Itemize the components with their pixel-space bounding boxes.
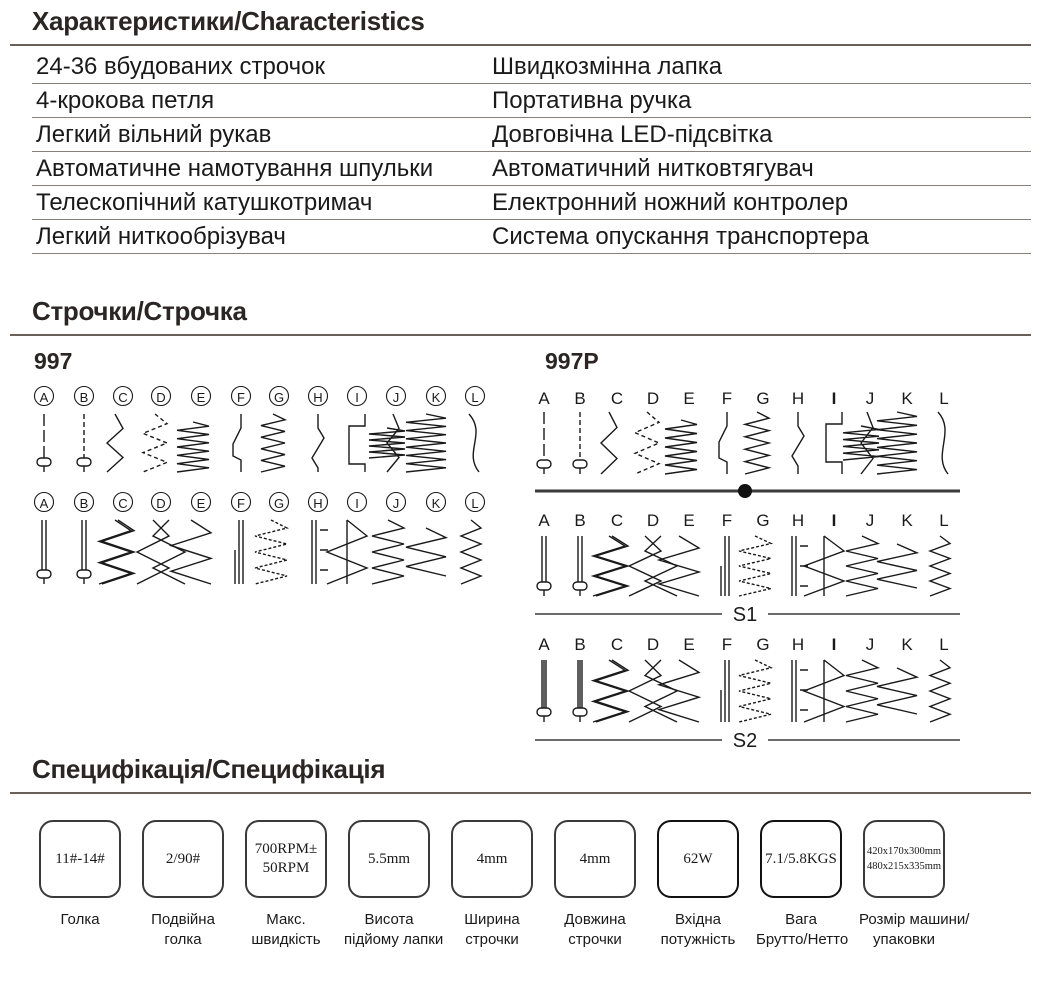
model-997p-label: 997P	[545, 348, 599, 374]
spec-label-line: упаковки	[873, 931, 935, 948]
spec-label-line: Голка	[60, 911, 100, 928]
stitch-line	[739, 536, 771, 596]
stitch-line	[171, 520, 211, 584]
spec-value-box	[39, 820, 121, 898]
stitch-line	[99, 520, 134, 584]
stitch-letter: E	[196, 496, 206, 511]
stitch-letter: J	[392, 496, 400, 511]
characteristic-left: Легкий вільний рукав	[36, 121, 272, 148]
stitch-letter: C	[610, 511, 624, 530]
spec-value: 2/90#	[165, 850, 201, 867]
model-997-label: 997	[34, 348, 73, 374]
characteristic-right: Електронний ножний контролер	[492, 189, 849, 216]
stitch-letter: K	[431, 390, 441, 405]
stitch-line	[107, 414, 123, 472]
spec-item	[550, 820, 640, 950]
stitch-letter: A	[39, 390, 49, 405]
stitch-letter: D	[156, 496, 166, 511]
spec-value: 4mm	[579, 850, 611, 867]
stitch-997-row1-k	[406, 387, 446, 473]
stitch-line	[745, 412, 769, 474]
characteristics-title: Характеристики/Characteristics	[32, 6, 425, 36]
stitch-line	[593, 660, 628, 722]
spec-label	[344, 910, 444, 950]
spec-label-line: підйому лапки	[344, 931, 444, 948]
stitch-997p-row1-i	[826, 389, 842, 474]
stitch-line	[846, 660, 878, 722]
stitch-line	[137, 520, 185, 584]
stitch-line	[721, 660, 729, 722]
stitch-997-row2-f	[232, 493, 251, 585]
stitch-line	[877, 412, 917, 474]
stitch-letter: G	[756, 511, 770, 530]
stitch-letter: L	[471, 390, 479, 405]
stitch-letter: C	[610, 389, 624, 408]
stitch-line	[659, 536, 699, 596]
stitch-line	[369, 414, 405, 472]
stitch-997p-s1-g	[739, 511, 771, 596]
spec-item	[241, 820, 331, 950]
stitch-997-row2-k	[406, 493, 446, 577]
stitch-letter: D	[156, 390, 166, 405]
spec-label	[138, 910, 228, 950]
spec-label-line: потужність	[660, 931, 736, 948]
stitch-letter: F	[237, 390, 245, 405]
stitch-letter: K	[431, 496, 441, 511]
stitch-line	[665, 420, 697, 474]
stitch-letter: L	[471, 496, 479, 511]
stitch-997p-row1-d	[635, 389, 659, 474]
stitch-letter: H	[313, 496, 323, 511]
spec-value-box	[863, 820, 945, 898]
stitch-997-row2-a	[35, 493, 54, 585]
stitch-letter: B	[574, 389, 586, 408]
spec-value-box	[142, 820, 224, 898]
stitch-997-row1-l	[466, 387, 485, 473]
specification-title: Специфікація/Специфікація	[32, 754, 386, 784]
stitch-line	[846, 536, 878, 596]
spec-value: 7.1/5.8KGS	[765, 850, 837, 867]
spec-value: 62W	[683, 850, 713, 867]
stitch-letter: I	[355, 496, 359, 511]
stitch-line	[843, 412, 879, 474]
stitch-997-row2-i	[327, 493, 367, 585]
spec-label	[859, 910, 970, 950]
stitch-letter: I	[831, 389, 837, 408]
spec-item	[447, 820, 537, 950]
stitch-letter: F	[721, 635, 733, 654]
stitch-line	[877, 544, 917, 588]
characteristic-left: 4-крокова петля	[36, 87, 215, 114]
stitch-997-row2-l	[461, 493, 485, 585]
stitch-letter: H	[791, 635, 805, 654]
stitch-letter: J	[865, 389, 875, 408]
stitch-line	[469, 414, 479, 472]
stitch-letter: A	[538, 511, 550, 530]
stitch-letter: F	[721, 389, 733, 408]
stitch-line	[719, 412, 727, 474]
stitch-line	[739, 660, 771, 722]
spec-item	[344, 820, 444, 950]
stitch-997p-row1-f	[719, 389, 732, 474]
stitch-997p-row1-a	[537, 389, 551, 474]
characteristic-left: Автоматичне намотування шпульки	[36, 155, 434, 182]
spec-label-line: Подвійна	[151, 911, 215, 928]
characteristic-right: Автоматичний нитковтягувач	[492, 155, 814, 182]
stitch-line	[406, 414, 446, 472]
characteristic-left: Легкий ниткообрізувач	[36, 223, 286, 250]
stitch-997-row1-b	[75, 387, 94, 473]
stitch-997p-s1-j	[846, 511, 878, 596]
stitch-letter: I	[355, 390, 359, 405]
stitch-997-row2-j	[372, 493, 406, 585]
stitch-997p-s2-c	[593, 635, 628, 722]
stitch-letter: K	[901, 511, 913, 530]
stitch-997p-s1-i	[804, 511, 844, 596]
spec-value: 11#-14#	[55, 850, 105, 867]
stitch-line	[938, 412, 948, 474]
stitch-letter: G	[756, 389, 770, 408]
spec-value: 5.5mm	[367, 850, 411, 867]
spec-label	[35, 910, 125, 930]
stitch-997-row2-h	[309, 493, 329, 585]
stitch-line	[792, 412, 804, 474]
stitch-letter: E	[683, 389, 695, 408]
spec-label	[447, 910, 537, 950]
spec-value-box	[245, 820, 327, 898]
spec-value: 420x170x300mm 480x215x335mm	[866, 846, 942, 872]
spec-label-line: строчки	[568, 931, 622, 948]
spec-label-line: Довжина	[564, 911, 626, 928]
characteristic-right: Швидкозмінна лапка	[492, 53, 723, 80]
stitch-line	[877, 668, 917, 714]
spec-value: 700RPM± 50RPM	[254, 841, 318, 876]
stitch-letter: C	[118, 496, 128, 511]
stitch-997p-s2-i	[804, 635, 844, 722]
stitch-line	[659, 660, 699, 722]
spec-item	[859, 820, 970, 950]
stitch-letter: C	[610, 635, 624, 654]
row-label-s1-label: S1	[732, 604, 758, 626]
stitch-997p-s1-c	[593, 511, 628, 596]
stitch-letter: I	[831, 635, 837, 654]
specification-rule	[10, 792, 1031, 794]
stitch-letter: D	[646, 511, 660, 530]
spec-value-box	[451, 820, 533, 898]
stitch-line	[930, 536, 950, 596]
characteristic-right: Довговічна LED-підсвітка	[492, 121, 773, 148]
stitch-997p-s2-g	[739, 635, 771, 722]
stitch-letter: B	[574, 511, 586, 530]
stitch-letter: E	[196, 390, 206, 405]
stitch-line	[826, 412, 842, 474]
stitch-letter: E	[683, 511, 695, 530]
spec-item	[653, 820, 743, 950]
stitch-line	[143, 414, 167, 472]
spec-label-line: Брутто/Нетто	[756, 931, 849, 948]
stitch-997p-s2-k	[877, 635, 917, 714]
stitch-letter: L	[939, 635, 949, 654]
stitch-line	[349, 414, 365, 472]
spec-label	[241, 910, 331, 950]
stitch-997-row1-d	[143, 387, 171, 473]
stitch-line	[593, 536, 628, 596]
spec-label-line: Вага	[785, 911, 817, 928]
stitch-letter: J	[865, 635, 875, 654]
stitch-letter: B	[79, 496, 89, 511]
stitch-997p-s2-d	[629, 635, 677, 722]
spec-label-line: голка	[164, 931, 202, 948]
stitch-997p-s1-h	[792, 511, 808, 596]
stitch-997p-s2-a	[537, 635, 551, 722]
stitch-997-row1-f	[232, 387, 251, 473]
spec-label	[550, 910, 640, 950]
stitch-997p-row1-c	[601, 389, 623, 474]
stitch-line	[255, 520, 287, 584]
stitch-997p-s1-f	[721, 511, 732, 596]
spec-item	[35, 820, 125, 930]
stitch-997-row2-d	[137, 493, 185, 585]
stitch-997p-s1-e	[659, 511, 699, 596]
stitch-997p-row1-g	[745, 389, 770, 474]
stitch-letter: D	[646, 389, 660, 408]
stitch-letter: G	[273, 390, 285, 405]
spec-label-line: Вхідна	[674, 911, 722, 928]
stitch-997p-row1-h	[792, 389, 804, 474]
spec-value-box	[554, 820, 636, 898]
stitch-line	[235, 520, 243, 584]
stitch-line	[312, 414, 324, 472]
spec-value: 4mm	[476, 850, 508, 867]
spec-label-line: строчки	[465, 931, 519, 948]
stitch-997-row2-b	[75, 493, 94, 585]
characteristic-right: Система опускання транспортера	[492, 223, 869, 250]
spec-value-box	[348, 820, 430, 898]
stitch-letter: K	[901, 635, 913, 654]
stitch-letter: A	[538, 635, 550, 654]
stitch-letter: J	[865, 511, 875, 530]
stitch-997-row1-h	[309, 387, 328, 473]
stitch-997-row1-g	[261, 387, 289, 473]
stitch-letter: A	[538, 389, 550, 408]
stitch-line	[721, 536, 729, 596]
stitch-letter: B	[79, 390, 89, 405]
stitch-997p-s1-l	[930, 511, 950, 596]
stitch-letter: G	[273, 496, 285, 511]
stitch-line	[177, 422, 209, 472]
stitch-997p-s2-l	[930, 635, 950, 722]
stitch-letter: I	[831, 511, 837, 530]
separator-dot	[738, 484, 752, 498]
stitch-997p-row1-l	[938, 389, 949, 474]
stitch-997p-s1-d	[629, 511, 677, 596]
stitch-line	[601, 412, 617, 474]
spec-item	[138, 820, 228, 950]
stitch-letter: E	[683, 635, 695, 654]
stitch-997-row1-c	[107, 387, 133, 473]
stitch-line	[327, 520, 367, 584]
spec-label-line: Висота	[364, 911, 414, 928]
stitch-letter: H	[791, 511, 805, 530]
stitch-letter: L	[939, 511, 949, 530]
stitch-letter: G	[756, 635, 770, 654]
stitch-letter: C	[118, 390, 128, 405]
stitch-letter: L	[939, 389, 949, 408]
stitch-line	[406, 528, 446, 576]
stitch-line	[804, 536, 844, 596]
stitch-997p-s1-a	[537, 511, 551, 596]
stitch-letter: F	[237, 496, 245, 511]
stitch-letter: H	[791, 389, 805, 408]
stitch-997p-s2-f	[721, 635, 732, 722]
stitch-letter: H	[313, 390, 323, 405]
spec-value-box	[760, 820, 842, 898]
stitch-line	[233, 414, 241, 472]
stitch-997p-s2-b	[573, 635, 587, 722]
spec-value-box	[657, 820, 739, 898]
spec-label-line: Ширина	[464, 911, 520, 928]
stitch-line	[804, 660, 844, 722]
spec-label-line: швидкість	[251, 931, 321, 948]
stitch-letter: A	[39, 496, 49, 511]
stitch-letter: B	[574, 635, 586, 654]
spec-label-line: Макс.	[266, 911, 306, 928]
stitch-line	[930, 660, 950, 722]
stitch-line	[461, 520, 481, 584]
spec-label-line: Розмір машини/	[859, 911, 970, 928]
stitch-letter: K	[901, 389, 913, 408]
stitch-997-row2-g	[255, 493, 289, 585]
stitch-997-row1-j	[369, 387, 406, 473]
stitch-997p-s2-j	[846, 635, 878, 722]
stitch-letter: J	[392, 390, 400, 405]
stitch-997-row2-e	[171, 493, 211, 585]
characteristic-left: 24-36 вбудованих строчок	[36, 53, 325, 80]
spec-label	[756, 910, 849, 950]
stitch-line	[261, 414, 285, 472]
stitch-997p-row1-b	[573, 389, 587, 474]
spec-item	[756, 820, 849, 950]
stitch-letter: D	[646, 635, 660, 654]
stitches-title: Строчки/Строчка	[32, 296, 247, 326]
stitch-997-row1-a	[35, 387, 54, 473]
spec-label	[653, 910, 743, 950]
stitch-997p-row1-j	[843, 389, 879, 474]
stitch-997-row2-c	[99, 493, 134, 585]
stitch-997p-s1-k	[877, 511, 917, 588]
stitch-997p-s2-e	[659, 635, 699, 722]
row-label-s2-label: S2	[732, 730, 758, 752]
characteristic-right: Портативна ручка	[492, 87, 692, 114]
characteristic-left: Телескопічний катушкотримач	[36, 189, 373, 216]
stitch-line	[635, 412, 659, 474]
stitch-997-row1-e	[177, 387, 211, 473]
stitch-line	[372, 520, 404, 584]
stitch-997p-s1-b	[573, 511, 587, 596]
stitch-997-row1-i	[348, 387, 367, 473]
stitch-997p-row1-e	[665, 389, 697, 474]
stitch-997p-s2-h	[792, 635, 808, 722]
stitch-997p-row1-k	[877, 389, 917, 474]
stitch-letter: F	[721, 511, 733, 530]
